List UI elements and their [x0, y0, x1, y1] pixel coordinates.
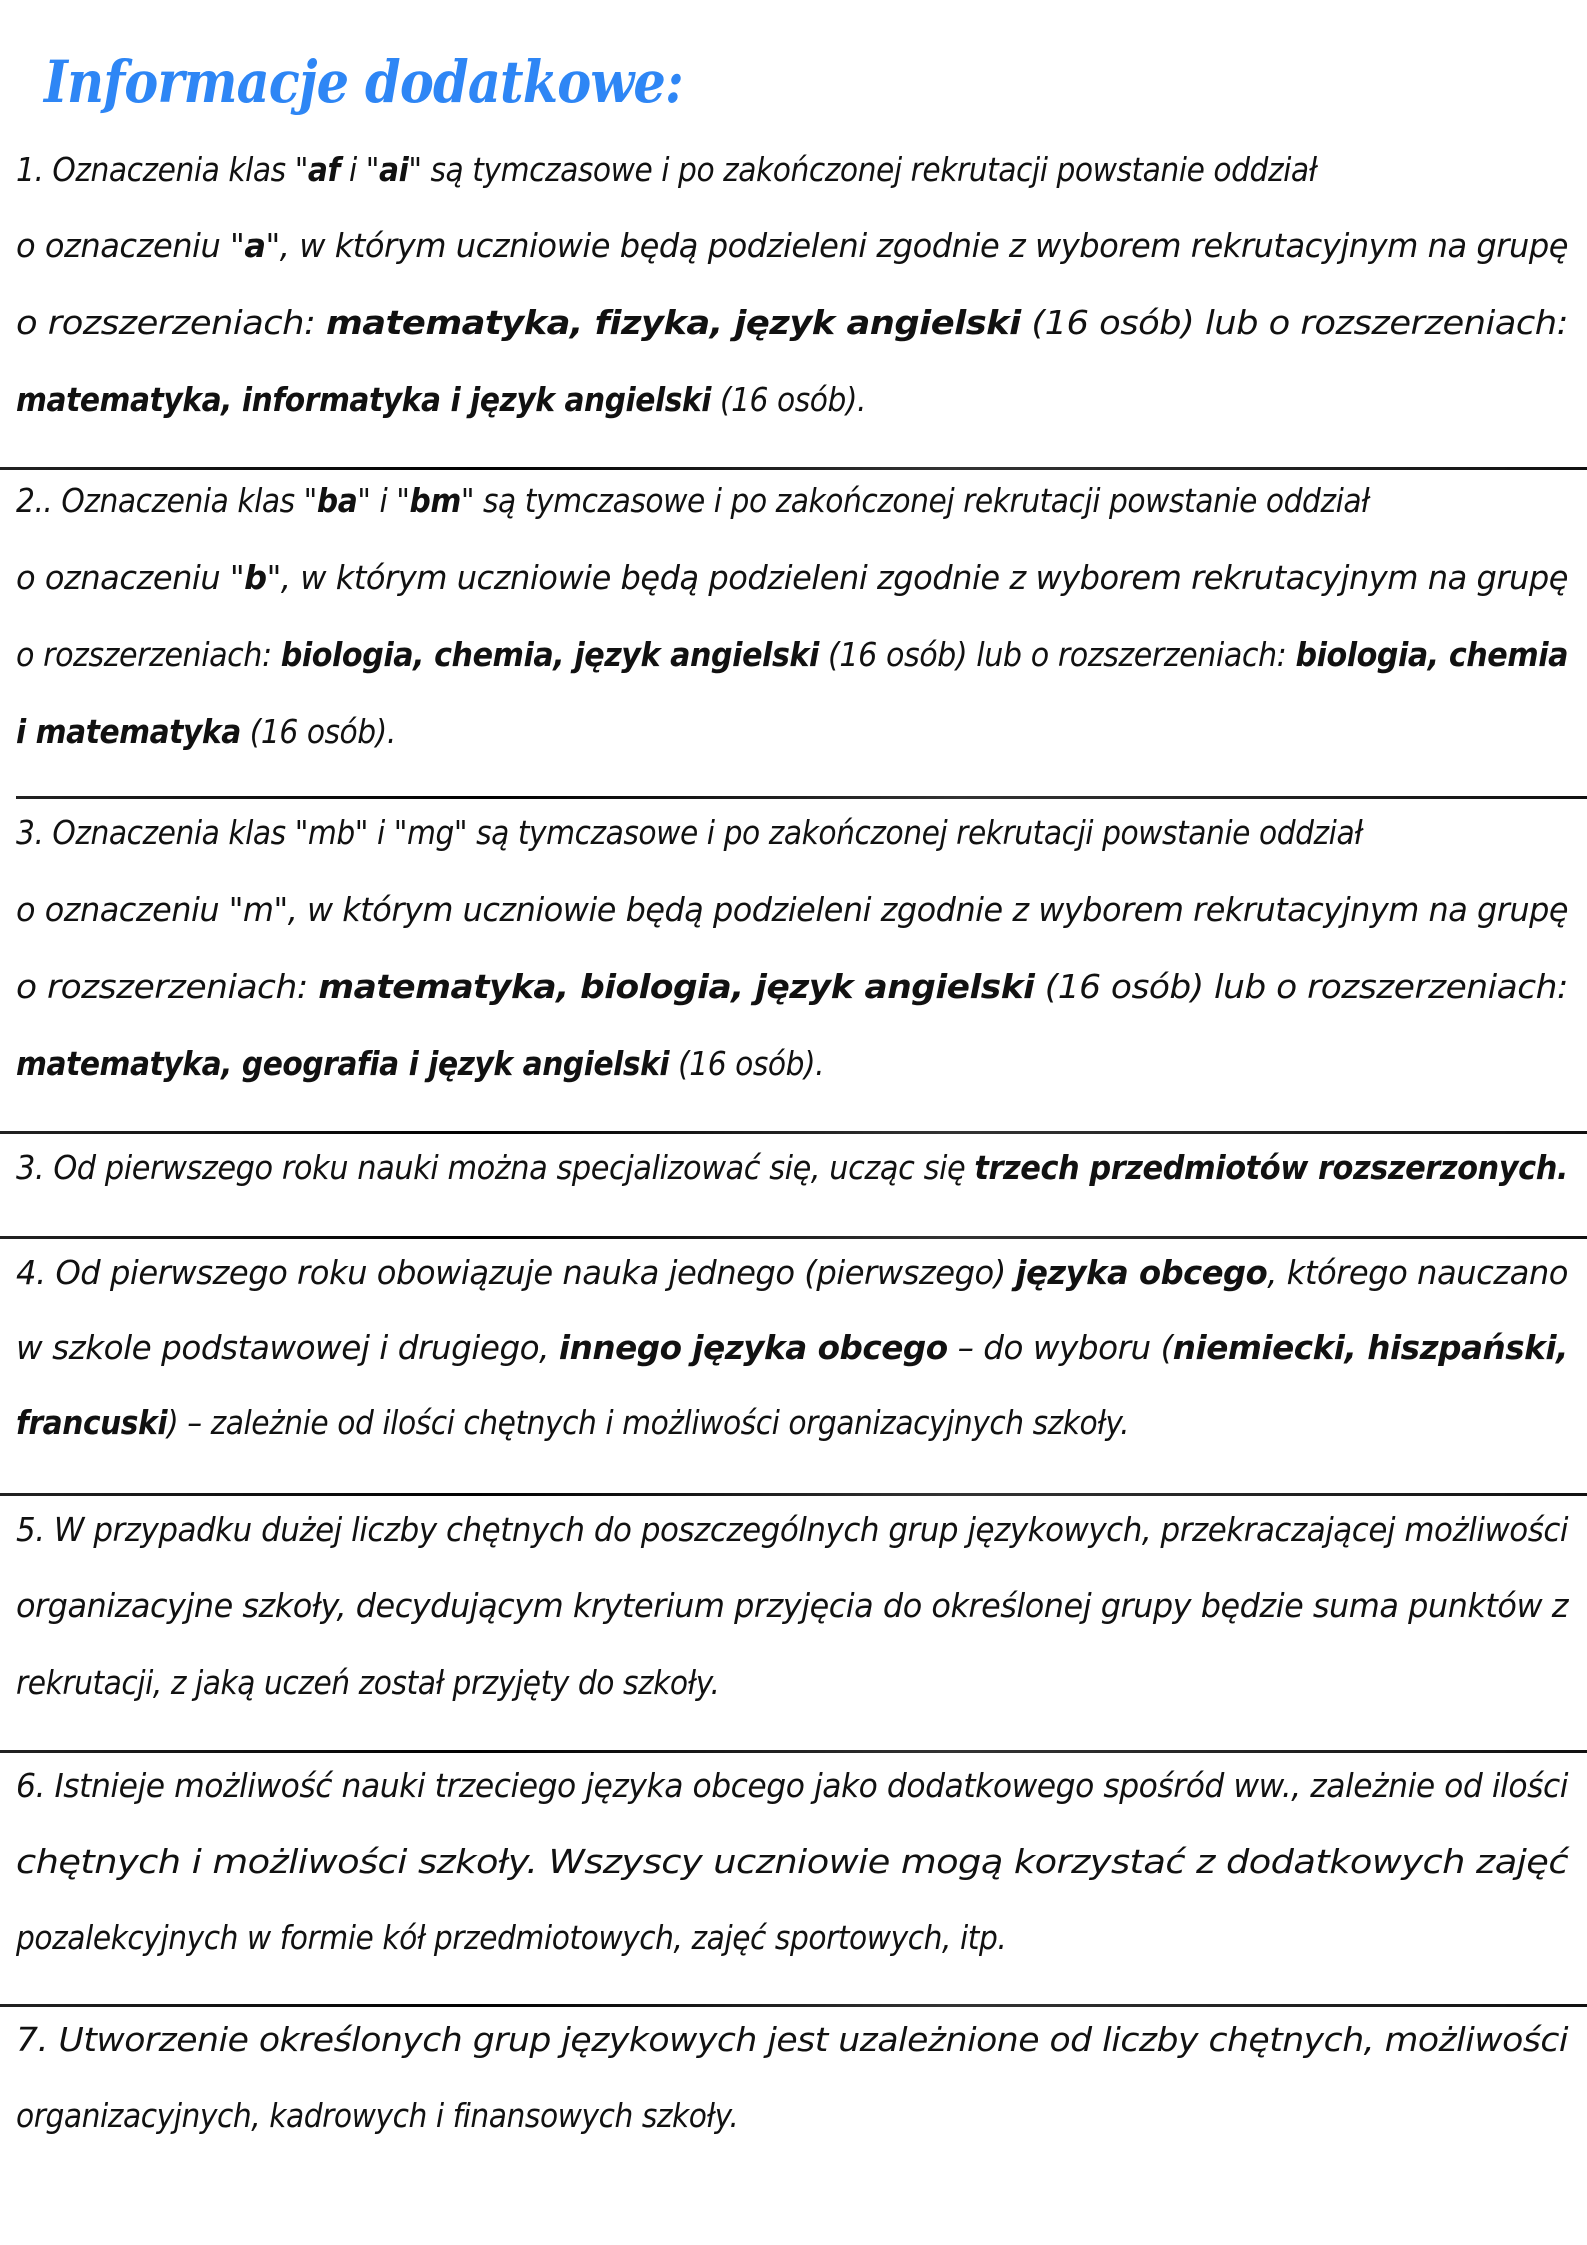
- emphasized-text: matematyka, fizyka, język angielski: [326, 303, 1021, 342]
- text-run: (16 osób) lub o rozszerzeniach:: [1034, 967, 1568, 1006]
- line-content: [16, 890, 1568, 929]
- text-line: [16, 1253, 1572, 1292]
- line-content: [16, 1842, 1568, 1881]
- emphasized-text: b: [244, 558, 267, 597]
- section-divider: [0, 1493, 1587, 1496]
- text-run: o oznaczeniu ": [16, 226, 245, 265]
- text-run: (16 osób) lub o rozszerzeniach:: [1020, 303, 1568, 342]
- section-divider: [16, 796, 1587, 799]
- line-content: [16, 1918, 1006, 1957]
- text-run: " i ": [357, 481, 410, 520]
- line-content: [16, 1510, 1568, 1549]
- emphasized-text: biologia, chemia, język angielski: [280, 635, 819, 674]
- text-run: organizacyjne szkoły, decydującym kryterium przyjęcia do określonej grupy będzie suma punktów z: [16, 1586, 1568, 1625]
- text-line: [16, 1586, 1572, 1625]
- emphasized-text: innego języka obcego: [558, 1328, 948, 1367]
- text-line: [16, 813, 1572, 852]
- text-line: [16, 1148, 1572, 1187]
- text-line: [16, 150, 1572, 189]
- text-line: [16, 1403, 1572, 1442]
- line-content: [16, 1044, 824, 1083]
- line-content: [16, 967, 1568, 1006]
- emphasized-text: matematyka, informatyka i język angielski: [16, 380, 711, 419]
- text-run: i ": [339, 150, 379, 189]
- line-content: [16, 303, 1568, 342]
- text-run: ", w którym uczniowie będą podzieleni zgodnie z wyborem rekrutacyjnym na grupę: [265, 226, 1569, 265]
- text-run: (16 osób) lub o rozszerzeniach:: [818, 635, 1296, 674]
- text-run: " są tymczasowe i po zakończonej rekrutacji powstanie oddział: [408, 150, 1317, 189]
- line-content: [16, 1403, 1129, 1442]
- section-divider: [0, 1236, 1587, 1239]
- emphasized-text: i matematyka: [16, 712, 241, 751]
- text-run: 2.. Oznaczenia klas ": [16, 481, 317, 520]
- emphasized-text: matematyka, biologia, język angielski: [318, 967, 1035, 1006]
- text-line: [16, 303, 1572, 342]
- text-run: ", w którym uczniowie będą podzieleni zgodnie z wyborem rekrutacyjnym na grupę: [266, 558, 1568, 597]
- text-run: rekrutacji, z jaką uczeń został przyjęty do szkoły.: [16, 1663, 720, 1702]
- text-line: [16, 558, 1572, 597]
- line-content: [16, 1328, 1568, 1367]
- section-divider: [0, 1750, 1587, 1753]
- section-divider: [0, 2004, 1587, 2007]
- emphasized-text: bm: [409, 481, 461, 520]
- text-line: [16, 890, 1572, 929]
- text-line: [16, 481, 1572, 520]
- emphasized-text: francuski: [16, 1403, 168, 1442]
- line-content: [16, 481, 1369, 520]
- text-run: organizacyjnych, kadrowych i finansowych szkoły.: [16, 2096, 739, 2135]
- line-content: [16, 1148, 1568, 1187]
- line-content: [16, 380, 866, 419]
- section-divider: [0, 1131, 1587, 1134]
- emphasized-text: ba: [316, 481, 358, 520]
- text-run: 1. Oznaczenia klas ": [16, 150, 308, 189]
- text-run: 4. Od pierwszego roku obowiązuje nauka jednego (pierwszego): [16, 1253, 1016, 1292]
- line-content: [16, 150, 1317, 189]
- line-content: [16, 1766, 1568, 1805]
- text-run: pozalekcyjnych w formie kół przedmiotowych, zajęć sportowych, itp.: [16, 1918, 1007, 1957]
- text-line: [16, 380, 1572, 419]
- text-line: [16, 1044, 1572, 1083]
- line-content: [16, 226, 1568, 265]
- line-content: [16, 2020, 1568, 2059]
- emphasized-text: ai: [378, 150, 409, 189]
- text-line: [16, 1918, 1572, 1957]
- text-line: [16, 635, 1572, 674]
- text-run: (16 osób).: [669, 1044, 825, 1083]
- line-content: [16, 712, 396, 751]
- text-line: [16, 2096, 1572, 2135]
- line-content: [16, 558, 1568, 597]
- line-content: [16, 635, 1568, 674]
- line-content: [16, 1663, 720, 1702]
- line-content: [16, 813, 1362, 852]
- text-line: [16, 1842, 1572, 1881]
- text-run: ) – zależnie od ilości chętnych i możliwości organizacyjnych szkoły.: [167, 1403, 1130, 1442]
- text-run: , którego nauczano: [1267, 1253, 1568, 1292]
- text-run: (16 osób).: [710, 380, 866, 419]
- emphasized-text: a: [244, 226, 266, 265]
- text-run: chętnych i możliwości szkoły. Wszyscy uczniowie mogą korzystać z dodatkowych zajęć: [16, 1842, 1568, 1881]
- text-run: 5. W przypadku dużej liczby chętnych do poszczególnych grup językowych, przekraczającej możliwości: [16, 1510, 1568, 1549]
- text-run: 7. Utworzenie określonych grup językowych jest uzależnione od liczby chętnych, możliwości: [16, 2020, 1568, 2059]
- text-line: [16, 967, 1572, 1006]
- section-divider: [0, 467, 1587, 470]
- line-content: [16, 1253, 1568, 1292]
- text-line: [16, 226, 1572, 265]
- text-run: o rozszerzeniach:: [16, 303, 327, 342]
- page-title: Informacje dodatkowe:: [44, 48, 683, 116]
- text-run: 3. Oznaczenia klas "mb" i "mg" są tymczasowe i po zakończonej rekrutacji powstanie oddział: [16, 813, 1363, 852]
- text-run: o rozszerzeniach:: [16, 967, 319, 1006]
- emphasized-text: biologia, chemia: [1295, 635, 1568, 674]
- emphasized-text: trzech przedmiotów rozszerzonych.: [974, 1148, 1568, 1187]
- text-run: o rozszerzeniach:: [16, 635, 281, 674]
- text-run: o oznaczeniu ": [16, 558, 245, 597]
- text-run: – do wyboru (: [947, 1328, 1173, 1367]
- text-line: [16, 712, 1572, 751]
- text-run: w szkole podstawowej i drugiego,: [16, 1328, 559, 1367]
- text-run: " są tymczasowe i po zakończonej rekrutacji powstanie oddział: [460, 481, 1370, 520]
- text-run: (16 osób).: [240, 712, 396, 751]
- text-run: 6. Istnieje możliwość nauki trzeciego języka obcego jako dodatkowego spośród ww., zależnie od ilości: [16, 1766, 1568, 1805]
- text-line: [16, 1663, 1572, 1702]
- text-line: [16, 1328, 1572, 1367]
- line-content: [16, 2096, 738, 2135]
- text-run: o oznaczeniu "m", w którym uczniowie będą podzieleni zgodnie z wyborem rekrutacyjnym na grupę: [16, 890, 1568, 929]
- text-run: 3. Od pierwszego roku nauki można specjalizować się, ucząc się: [16, 1148, 975, 1187]
- line-content: [16, 1586, 1568, 1625]
- emphasized-text: niemiecki, hiszpański,: [1172, 1328, 1568, 1367]
- emphasized-text: języka obcego: [1015, 1253, 1268, 1292]
- emphasized-text: matematyka, geografia i język angielski: [16, 1044, 670, 1083]
- text-line: [16, 1510, 1572, 1549]
- text-line: [16, 2020, 1572, 2059]
- emphasized-text: af: [307, 150, 340, 189]
- text-line: [16, 1766, 1572, 1805]
